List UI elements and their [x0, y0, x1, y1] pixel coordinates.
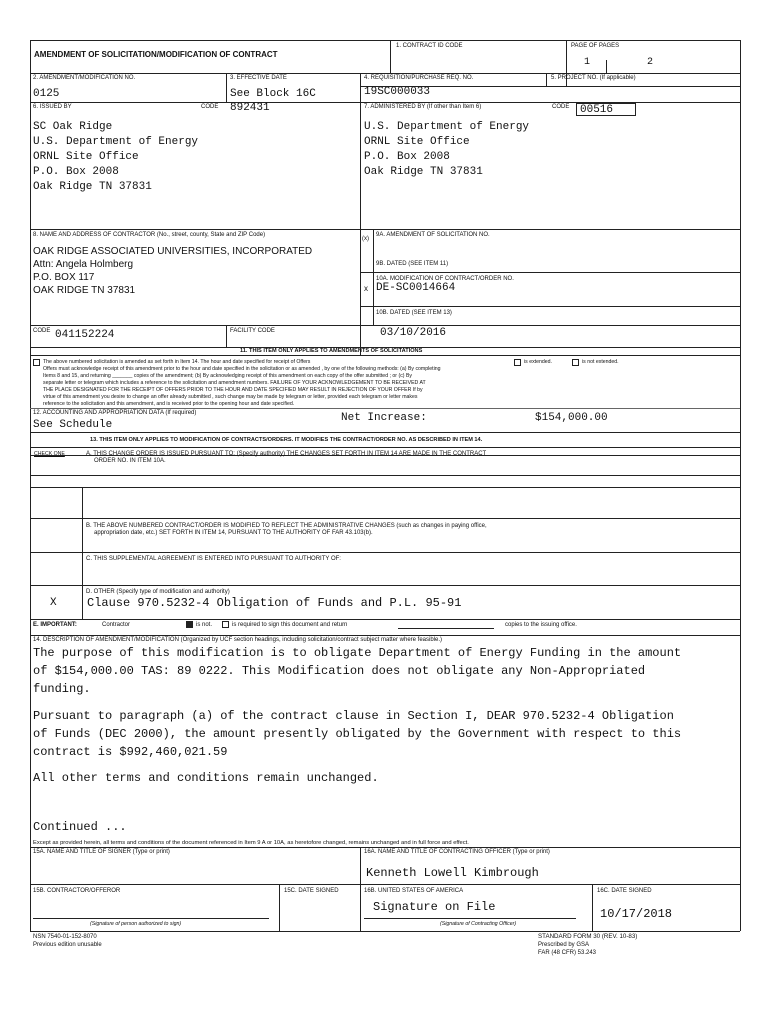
item8-label: 8. NAME AND ADDRESS OF CONTRACTOR (No., street, county, State and ZIP Code) [33, 232, 266, 238]
item11-line7: reference to the solicitation and this amendment, and is received prior to the opening hour and date specified. [43, 401, 295, 407]
item14-label: 14. DESCRIPTION OF AMENDMENT/MODIFICATION (Organized by UCF section headings, including solicitation/contract subject matter where feasible.) [33, 637, 443, 643]
facility-code-label: FACILITY CODE [230, 328, 275, 334]
item6-label: 6. ISSUED BY [33, 104, 72, 110]
item6-address: SC Oak Ridge U.S. Department of Energy ORNL Site Office P.O. Box 2008 Oak Ridge TN 37831 [33, 121, 199, 193]
item13-title: 13. THIS ITEM ONLY APPLIES TO MODIFICATION OF CONTRACTS/ORDERS. IT MODIFIES THE CONTRACT/ORDER NO. AS DESCRIBED IN ITEM 14. [90, 437, 483, 443]
item16c-label: 16C. DATE SIGNED [597, 888, 652, 894]
previous-edition-text: Previous edition unusable [33, 942, 102, 948]
item10a-value: DE-SC0014664 [376, 282, 456, 294]
contractor-code: 041152224 [55, 329, 115, 341]
page-of-pages-label: PAGE OF PAGES [571, 43, 620, 49]
item9b-label: 9B. DATED (SEE ITEM 11) [376, 261, 449, 267]
item10a-label: 10A. MODIFICATION OF CONTRACT/ORDER NO. [376, 276, 514, 282]
item11-line5: THE PLACE DESIGNATED FOR THE RECEIPT OF OFFERS PRIOR TO THE HOUR AND DATE SPECIFIED MAY RESULT IN REJECTION OF YOUR OFFER If by [43, 387, 423, 393]
item12-value: See Schedule [33, 419, 113, 431]
item11-line2: Offers must acknowledge receipt of this amendment prior to the hour and date specified in the solicitation or as amended , by one of the following methods: (a) By completing [43, 366, 441, 372]
item13b-text: B. THE ABOVE NUMBERED CONTRACT/ORDER IS MODIFIED TO REFLECT THE ADMINISTRATIVE CHANGES (such as changes in paying office, [86, 523, 487, 529]
item15b-label: 15B. CONTRACTOR/OFFEROR [33, 888, 121, 894]
item3-label: 3. EFFECTIVE DATE [230, 75, 287, 81]
signature-person-caption: (Signature of person authorized to sign) [90, 921, 182, 927]
check-one-label: CHECK ONE [34, 451, 65, 457]
item14-paragraph1: The purpose of this modification is to obligate Department of Energy Funding in the amount of $154,000.00 TAS: 89 0222. This Modification does not obligate any Non-Appropriated funding. [33, 646, 682, 696]
item11-line3: Items 8 and 15, and returning _______ copies of the amendment; (b) By acknowledging receipt of this amendment on each copy of the offer submitted ; or (c) By [43, 373, 413, 379]
item11-line1: The above numbered solicitation is amended as set forth in Item 14. The hour and date specified for receipt of Offers [43, 359, 311, 365]
contractor-signature-line [33, 918, 269, 919]
contractor-code-label: CODE [33, 328, 51, 334]
contractor-label: Contractor [102, 622, 131, 628]
item15a-label: 15A. NAME AND TITLE OF SIGNER (Type or print) [33, 849, 170, 855]
item16c-value: 10/17/2018 [600, 907, 673, 921]
is-not-checkbox[interactable] [186, 621, 193, 628]
item13d-text: D. OTHER (Specify type of modification and authority) [86, 589, 230, 595]
item14-paragraph2: Pursuant to paragraph (a) of the contract clause in Section I, DEAR 970.5232-4 Obligation of Funds (DEC 2000), the amount presently obligated by the Government with respect to this contract is $992,460,021.59 [33, 709, 682, 759]
is-extended-label: is extended. [524, 359, 552, 365]
copies-label: copies to the issuing office. [505, 622, 577, 628]
item10a-mark: x [364, 284, 368, 293]
item10b-label: 10B. DATED (SEE ITEM 13) [376, 310, 452, 316]
not-extended-checkbox[interactable] [572, 359, 579, 366]
item16b-label: 16B. UNITED STATES OF AMERICA [364, 888, 464, 894]
signature-officer-caption: (Signature of Contracting Officer) [440, 921, 517, 927]
item7-code-label: CODE [552, 104, 570, 110]
item3-value: See Block 16C [230, 88, 316, 100]
officer-signature-line [364, 918, 576, 919]
item16b-value: Signature on File [373, 900, 496, 914]
item13a-text2: ORDER NO. IN ITEM 10A. [94, 458, 166, 464]
item15c-label: 15C. DATE SIGNED [284, 888, 339, 894]
item7-code: 00516 [580, 104, 614, 116]
contractor-address: OAK RIDGE ASSOCIATED UNIVERSITIES, INCORPORATED Attn: Angela Holmberg P.O. BOX 117 OAK RIDGE TN 37831 [33, 246, 313, 296]
standard-form-text: STANDARD FORM 30 (REV. 10-83) [538, 933, 638, 940]
page-divider [606, 60, 607, 73]
nsn-text: NSN 7540-01-152-8070 [33, 934, 97, 940]
item11-checkbox[interactable] [33, 359, 40, 366]
item12-label: 12. ACCOUNTING AND APPROPRIATION DATA (If required) [33, 410, 197, 416]
is-required-checkbox[interactable] [222, 621, 229, 628]
item7-address: U.S. Department of Energy ORNL Site Office P.O. Box 2008 Oak Ridge TN 37831 [364, 121, 530, 178]
item16a-label: 16A. NAME AND TITLE OF CONTRACTING OFFICER (Type or print) [364, 849, 550, 855]
item6-code-label: CODE [201, 104, 219, 110]
item11-title: 11. THIS ITEM ONLY APPLIES TO AMENDMENTS OF SOLICITATIONS [240, 348, 423, 354]
item7-label: 7. ADMINISTERED BY (If other than Item 6) [364, 104, 482, 110]
item9a-label: 9A. AMENDMENT OF SOLICITATION NO. [376, 232, 490, 238]
item13b-text2: appropriation date, etc.) SET FORTH IN ITEM 14, PURSUANT TO THE AUTHORITY OF FAR 43.103(b). [94, 530, 373, 536]
prescribed-text: Prescribed by GSA [538, 942, 590, 948]
item4-label: 4. REQUISITION/PURCHASE REQ. NO. [364, 75, 474, 81]
item11-line4: separate letter or telegram which includes a reference to the solicitation and amendment numbers. FAILURE OF YOUR ACKNOWLEDGEMENT TO BE RECEIVED AT [43, 380, 426, 386]
item10b-value: 03/10/2016 [380, 327, 447, 339]
item2-value: 0125 [33, 88, 60, 100]
item5-label: 5. PROJECT NO. (If applicable) [551, 75, 636, 81]
contract-id-label: 1. CONTRACT ID CODE [396, 43, 463, 49]
continued-label: Continued ... [33, 820, 127, 834]
is-not-extended-label: is not extended. [582, 359, 619, 365]
net-increase-value: $154,000.00 [535, 412, 608, 424]
extended-checkbox[interactable] [514, 359, 521, 366]
net-increase-label: Net Increase: [341, 412, 427, 424]
page-number: 1 [584, 57, 591, 68]
is-not-label: is not. [196, 622, 213, 628]
item2-label: 2. AMENDMENT/MODIFICATION NO. [33, 75, 136, 81]
item13d-mark: X [50, 597, 57, 609]
item4-value: 19SC000033 [364, 86, 431, 98]
important-label: E. IMPORTANT: [33, 622, 77, 628]
item13a-text: A. THIS CHANGE ORDER IS ISSUED PURSUANT TO: (Specify authority) THE CHANGES SET FORTH IN ITEM 14 ARE MADE IN THE CONTRACT [86, 451, 487, 457]
far-text: FAR (48 CFR) 53.243 [538, 950, 597, 956]
form-title: AMENDMENT OF SOLICITATION/MODIFICATION OF CONTRACT [34, 50, 278, 59]
x-column-label: (x) [362, 236, 369, 242]
is-required-label: is required to sign this document and return [232, 622, 348, 628]
item13d-value: Clause 970.5232-4 Obligation of Funds and P.L. 95-91 [87, 596, 462, 610]
item14-paragraph3: All other terms and conditions remain unchanged. [33, 771, 379, 785]
total-pages: 2 [647, 57, 654, 68]
item16a-value: Kenneth Lowell Kimbrough [366, 866, 539, 880]
item6-code: 892431 [230, 102, 270, 114]
item13c-text: C. THIS SUPPLEMENTAL AGREEMENT IS ENTERED INTO PURSUANT TO AUTHORITY OF: [86, 556, 341, 562]
item11-line6: virtue of this amendment you desire to change an offer already submitted , such change may be made by telegram or letter, provided each telegram or letter makes [43, 394, 418, 400]
except-text: Except as provided herein, all terms and conditions of the document referenced in Item 9 A or 10A, as heretofore changed, remains unchanged and in full force and effect. [33, 840, 469, 846]
